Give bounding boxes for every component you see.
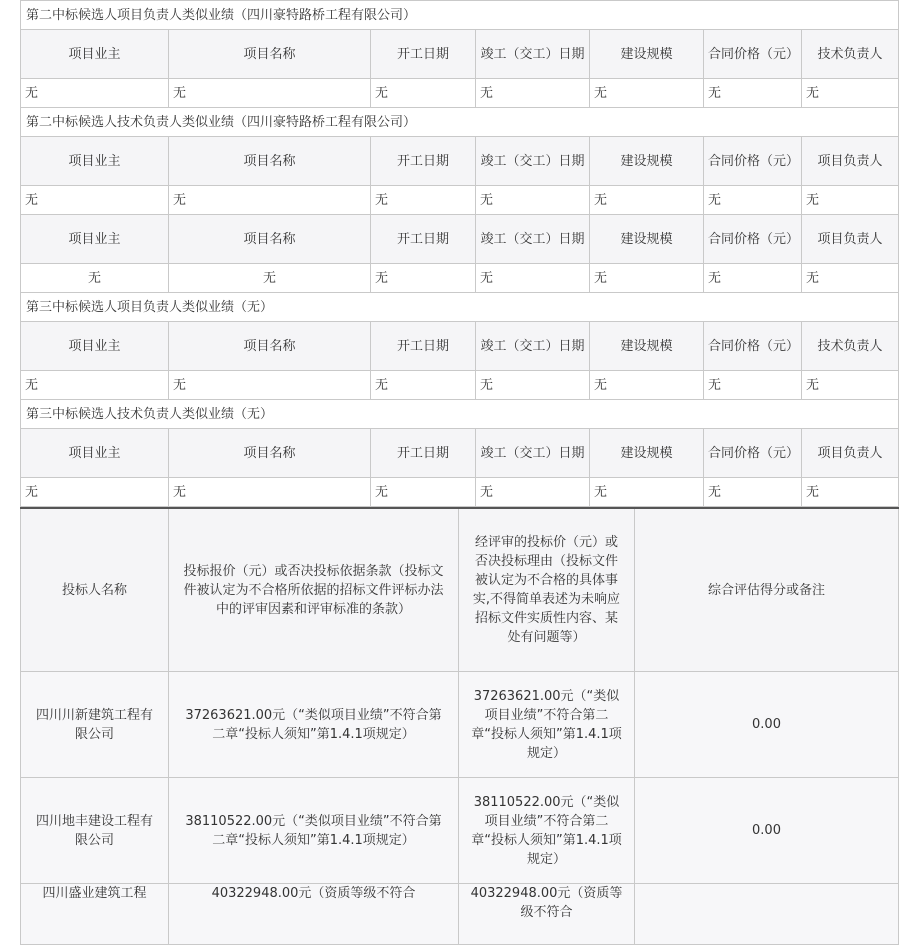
bidder-column-header: 综合评估得分或备注 [635,508,899,672]
table-cell: 无 [21,478,169,507]
bidder-cell: 四川川新建筑工程有限公司 [21,672,169,778]
bidder-column-header: 经评审的投标价（元）或否决投标理由（投标文件被认定为不合格的具体事实,不得简单表述为未响应招标文件实质性内容、某处有问题等） [459,508,635,672]
table-cell: 无 [590,264,704,293]
table-cell: 无 [590,478,704,507]
table-cell: 无 [590,371,704,400]
table-cell: 无 [590,79,704,108]
header-row [21,30,899,79]
table-cell: 无 [704,371,802,400]
bidder-cell: 37263621.00元（“类似项目业绩”不符合第二章“投标人须知”第1.4.1项规定） [459,672,635,778]
section-caption-row [21,108,899,137]
table-cell: 无 [21,79,169,108]
results-document [20,0,898,945]
column-header: 项目负责人 [802,429,899,478]
header-row [21,215,899,264]
column-header: 竣工（交工）日期 [476,429,590,478]
bidder-row [21,672,899,778]
bidder-column-header: 投标人名称 [21,508,169,672]
column-header: 建设规模 [590,137,704,186]
performance-table [20,0,899,507]
header-row [21,429,899,478]
table-cell: 无 [371,79,476,108]
section-caption-row [21,293,899,322]
column-header: 合同价格（元） [704,30,802,79]
table-cell: 无 [476,478,590,507]
table-row [21,264,899,293]
table-cell: 无 [169,264,371,293]
table-cell: 无 [371,371,476,400]
section-caption: 第二中标候选人技术负责人类似业绩（四川豪特路桥工程有限公司） [21,108,899,137]
column-header: 建设规模 [590,322,704,371]
table-row [21,79,899,108]
section-caption: 第三中标候选人技术负责人类似业绩（无） [21,400,899,429]
table-cell: 无 [802,264,899,293]
column-header: 项目名称 [169,137,371,186]
column-header: 项目业主 [21,30,169,79]
column-header: 建设规模 [590,215,704,264]
table-cell: 无 [169,478,371,507]
bidder-cell: 40322948.00元（资质等级不符合 [169,884,459,945]
column-header: 项目业主 [21,429,169,478]
bidder-cell: 0.00 [635,778,899,884]
table-row [21,186,899,215]
section-caption: 第三中标候选人项目负责人类似业绩（无） [21,293,899,322]
bidder-row [21,884,899,945]
bidder-cell: 38110522.00元（“类似项目业绩”不符合第二章“投标人须知”第1.4.1项规定） [459,778,635,884]
bidder-header-row [21,508,899,672]
table-cell: 无 [802,478,899,507]
column-header: 竣工（交工）日期 [476,137,590,186]
header-row [21,137,899,186]
table-cell: 无 [704,79,802,108]
column-header: 合同价格（元） [704,215,802,264]
table-cell: 无 [371,264,476,293]
bidder-cell: 38110522.00元（“类似项目业绩”不符合第二章“投标人须知”第1.4.1项规定） [169,778,459,884]
bidder-cell: 40322948.00元（资质等级不符合 [459,884,635,945]
column-header: 开工日期 [371,429,476,478]
table-cell: 无 [476,264,590,293]
column-header: 开工日期 [371,215,476,264]
section-caption: 第二中标候选人项目负责人类似业绩（四川豪特路桥工程有限公司） [21,1,899,30]
table-cell: 无 [169,79,371,108]
table-cell: 无 [476,79,590,108]
column-header: 技术负责人 [802,322,899,371]
table-cell: 无 [802,371,899,400]
bidder-column-header: 投标报价（元）或否决投标依据条款（投标文件被认定为不合格所依据的招标文件评标办法中的评审因素和评审标准的条款） [169,508,459,672]
table-cell: 无 [704,186,802,215]
table-cell: 无 [169,186,371,215]
section-caption-row [21,400,899,429]
column-header: 合同价格（元） [704,137,802,186]
column-header: 项目名称 [169,429,371,478]
column-header: 合同价格（元） [704,322,802,371]
column-header: 项目业主 [21,137,169,186]
bidder-row [21,778,899,884]
table-cell: 无 [371,478,476,507]
table-row [21,478,899,507]
table-cell: 无 [21,371,169,400]
column-header: 开工日期 [371,137,476,186]
bidder-cell: 37263621.00元（“类似项目业绩”不符合第二章“投标人须知”第1.4.1项规定） [169,672,459,778]
table-cell: 无 [802,79,899,108]
table-cell: 无 [21,264,169,293]
table-cell: 无 [21,186,169,215]
column-header: 项目负责人 [802,137,899,186]
section-caption-row [21,1,899,30]
table-cell: 无 [590,186,704,215]
table-cell: 无 [169,371,371,400]
column-header: 合同价格（元） [704,429,802,478]
column-header: 竣工（交工）日期 [476,30,590,79]
bidder-cell: 四川盛业建筑工程 [21,884,169,945]
column-header: 竣工（交工）日期 [476,322,590,371]
column-header: 开工日期 [371,30,476,79]
column-header: 建设规模 [590,30,704,79]
table-cell: 无 [476,186,590,215]
column-header: 开工日期 [371,322,476,371]
bidder-cell: 0.00 [635,672,899,778]
table-cell: 无 [704,478,802,507]
column-header: 项目名称 [169,215,371,264]
bidder-cell: 四川地丰建设工程有限公司 [21,778,169,884]
column-header: 项目业主 [21,215,169,264]
column-header: 项目名称 [169,30,371,79]
bidder-evaluation-table [20,507,899,945]
column-header: 建设规模 [590,429,704,478]
column-header: 项目负责人 [802,215,899,264]
column-header: 项目业主 [21,322,169,371]
column-header: 项目名称 [169,322,371,371]
table-cell: 无 [371,186,476,215]
column-header: 竣工（交工）日期 [476,215,590,264]
table-cell: 无 [802,186,899,215]
table-row [21,371,899,400]
header-row [21,322,899,371]
bidder-cell [635,884,899,945]
column-header: 技术负责人 [802,30,899,79]
table-cell: 无 [476,371,590,400]
table-cell: 无 [704,264,802,293]
